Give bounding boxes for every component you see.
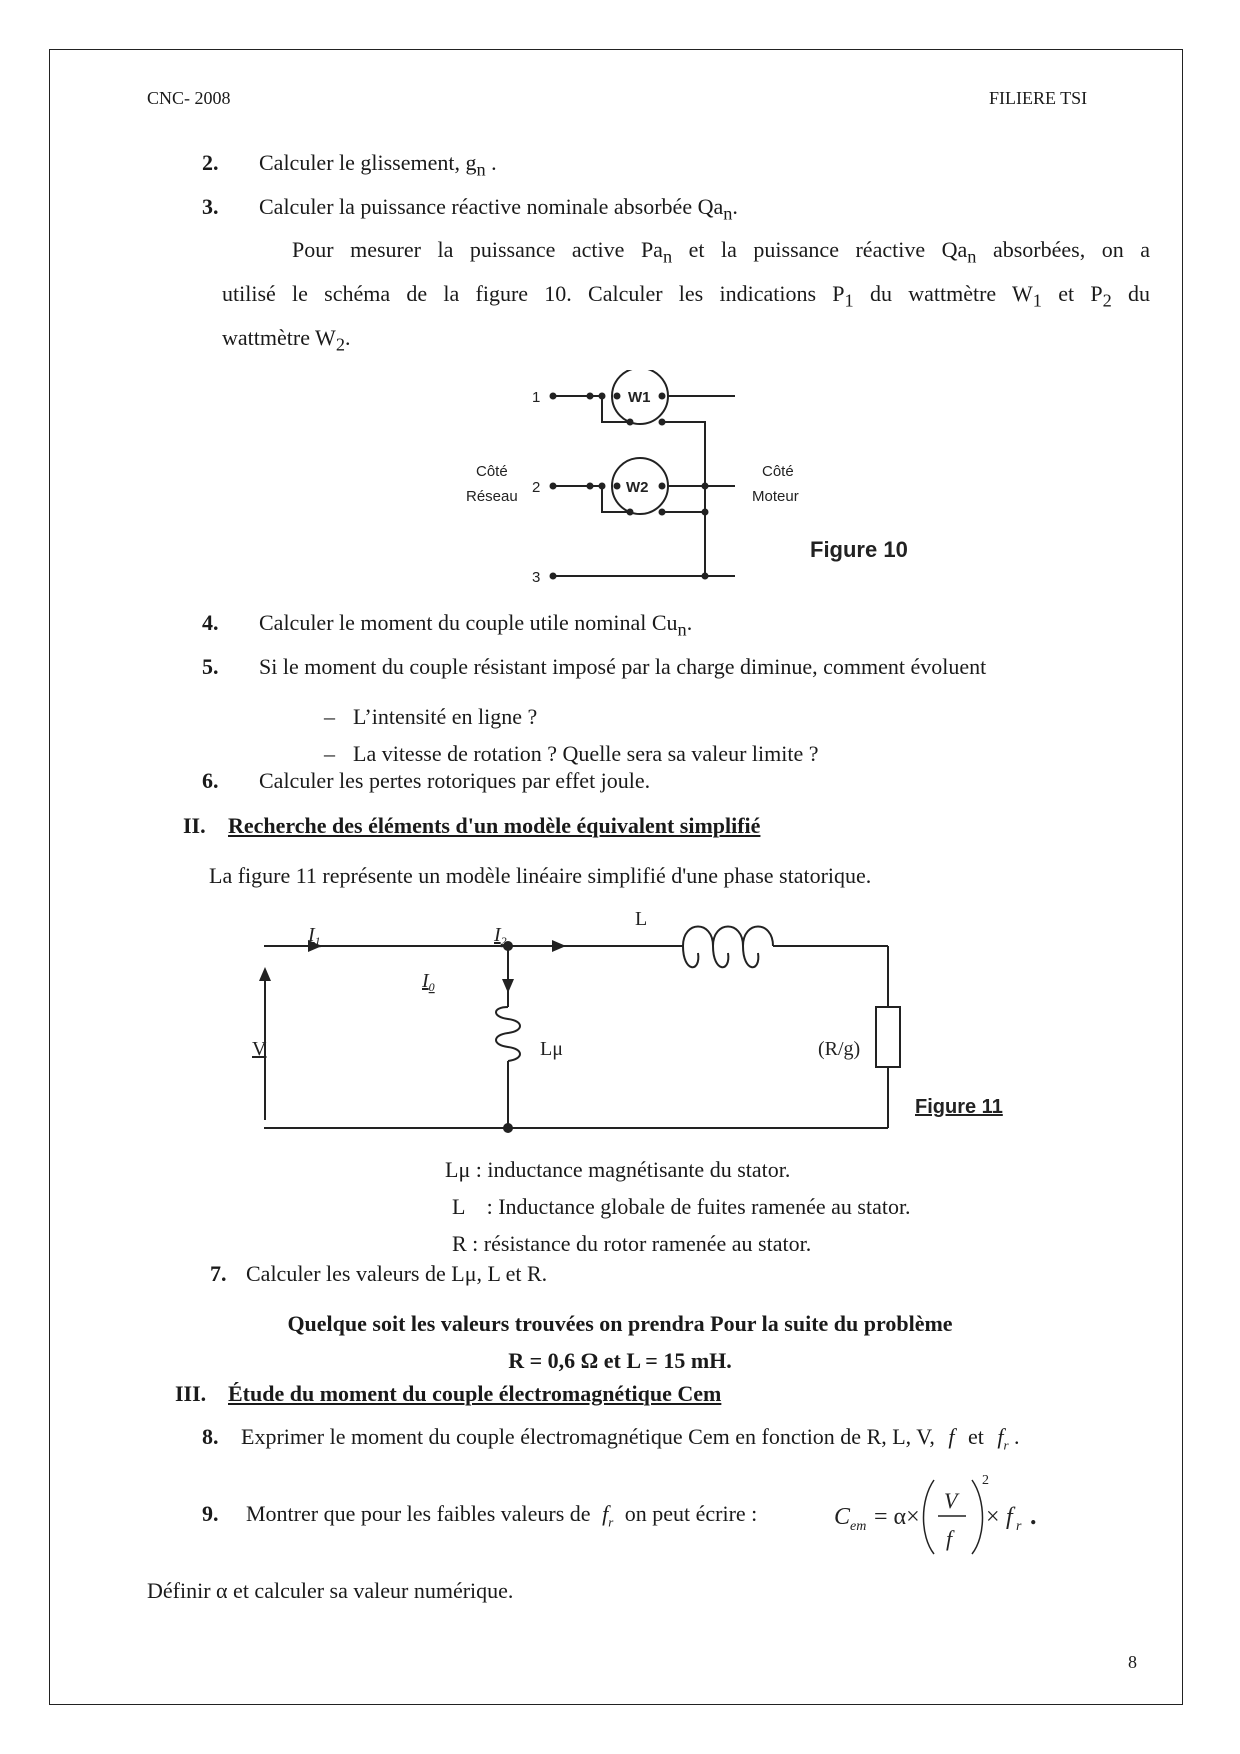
w2-label: W2 — [626, 479, 649, 496]
q2-text: Calculer le glissement, $g_n$ . — [259, 150, 497, 180]
para1-line2: utilisé le schéma de la figure 10. Calculer les indications $P_1$ du wattmètre $W_1$ et $P_2$ du — [222, 281, 1150, 311]
q6-number: 6. — [202, 768, 219, 793]
header-right: FILIERE TSI — [989, 88, 1088, 108]
svg-text:V: V — [944, 1488, 958, 1513]
def-L: L : Inductance globale de fuites ramenée au stator. — [452, 1194, 911, 1219]
node-1-label: 1 — [532, 389, 541, 406]
fig11-I2-label: $I_2$ — [494, 924, 507, 948]
q3-number: 3. — [202, 194, 219, 219]
q3-text: Calculer la puissance réactive nominale absorbée $Qa_n$. — [259, 194, 738, 224]
section-2-title: Recherche des éléments d'un modèle équivalent simplifié — [228, 813, 761, 838]
node-2-label: 2 — [532, 479, 541, 496]
page-number: 8 — [1128, 1652, 1137, 1672]
side-motor-label-a: Côté — [762, 463, 794, 480]
fig11-L-label: L — [635, 908, 648, 930]
section-3-number: III. — [175, 1381, 207, 1406]
section-2-intro: La figure 11 représente un modèle linéaire simplifié d'une phase statorique. — [209, 863, 872, 888]
common-return — [662, 422, 705, 576]
svg-text:f: f — [1006, 1504, 1013, 1530]
svg-text:.: . — [1030, 1501, 1037, 1530]
q2-number: 2. — [202, 150, 219, 175]
svg-text:= α×: = α× — [874, 1504, 920, 1530]
magnetizing-inductor — [496, 1007, 520, 1061]
final-instruction: Définir α et calculer sa valeur numérique. — [147, 1578, 514, 1603]
q5-bullet-2-dash: – — [324, 741, 335, 766]
q9-number: 9. — [202, 1501, 219, 1526]
q4-number: 4. — [202, 610, 219, 635]
side-network-label-a: Côté — [476, 463, 508, 480]
para1-line1: Pour mesurer la puissance active $Pa_n$ et la puissance réactive $Qa_n$ absorbées, on a — [292, 237, 1151, 267]
note-line-2: R = 0,6 Ω et L = 15 mH. — [508, 1348, 732, 1373]
q9-formula — [830, 1470, 1060, 1560]
fig11-V-label: V — [252, 1038, 267, 1060]
side-network-label-b: Réseau — [466, 488, 518, 505]
note-line-1: Quelque soit les valeurs trouvées on prendra Pour la suite du problème — [287, 1311, 953, 1336]
figure-10-caption: Figure 10 — [810, 537, 908, 562]
svg-text:2: 2 — [982, 1473, 989, 1488]
q8-number: 8. — [202, 1424, 219, 1449]
w1-label: W1 — [628, 389, 651, 406]
fig11-I0-label: $I_0$ — [422, 970, 435, 994]
para1-line3: wattmètre $W_2$. — [222, 325, 351, 355]
q5-bullet-1: L’intensité en ligne ? — [353, 704, 538, 729]
fig11-Rg-label: (R/g) — [818, 1038, 861, 1060]
fig11-I1-label: $I_1$ — [308, 924, 321, 948]
svg-text:em: em — [850, 1519, 867, 1534]
def-Lmu: Lμ : inductance magnétisante du stator. — [445, 1157, 791, 1182]
q5-bullet-2: La vitesse de rotation ? Quelle sera sa valeur limite ? — [353, 741, 819, 766]
q5-number: 5. — [202, 654, 219, 679]
q6-text: Calculer les pertes rotoriques par effet joule. — [259, 768, 651, 793]
header-left: CNC- 2008 — [147, 88, 231, 108]
svg-text:×: × — [986, 1504, 1000, 1530]
side-motor-label-b: Moteur — [752, 488, 799, 505]
fig11-Lmu-label: Lμ — [540, 1038, 563, 1060]
q7-number: 7. — [210, 1261, 227, 1286]
section-3-title: Étude du moment du couple électromagnétique Cem — [228, 1381, 722, 1406]
figure-11-caption: Figure 11 — [915, 1096, 1003, 1118]
figure-10-diagram — [440, 370, 960, 590]
figure-11-diagram — [250, 895, 1050, 1135]
q5-text: Si le moment du couple résistant imposé par la charge diminue, comment évoluent — [259, 654, 987, 679]
svg-text:r: r — [1016, 1519, 1022, 1534]
def-R: R : résistance du rotor ramenée au stator. — [452, 1231, 812, 1256]
q7-text: Calculer les valeurs de Lμ, L et R. — [246, 1261, 548, 1286]
q9-text: Montrer que pour les faibles valeurs de $f_r$ on peut écrire : — [246, 1501, 758, 1530]
rotor-resistor — [876, 1007, 900, 1067]
q4-text: Calculer le moment du couple utile nominal $Cu_n$. — [259, 610, 693, 640]
node-3-label: 3 — [532, 569, 541, 586]
svg-text:C: C — [834, 1504, 851, 1530]
q8-text: Exprimer le moment du couple électromagnétique Cem en fonction de R, L, V, f et $f_r$ . — [241, 1424, 1020, 1453]
svg-text:f: f — [946, 1526, 953, 1551]
q5-bullet-1-dash: – — [324, 704, 335, 729]
section-2-number: II. — [183, 813, 206, 838]
